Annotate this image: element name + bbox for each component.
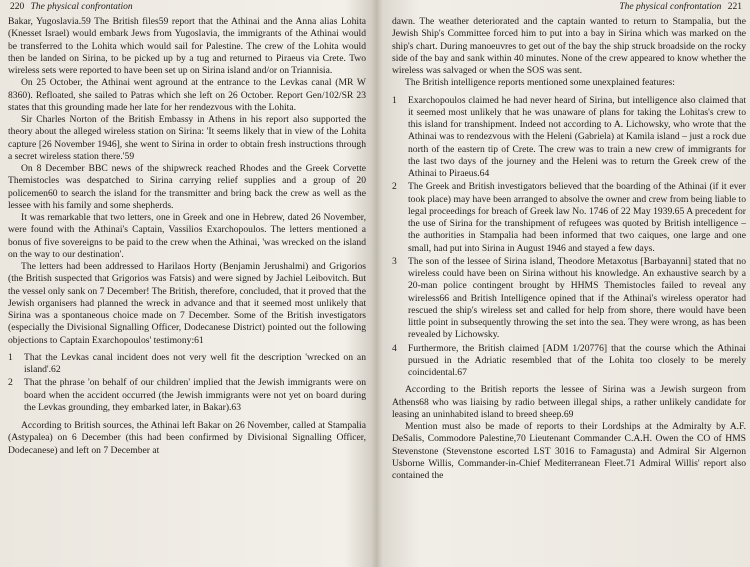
left-page bbox=[0, 0, 372, 567]
right-running-title: The physical confrontation bbox=[619, 2, 722, 12]
features-list bbox=[392, 95, 746, 380]
right-text-column bbox=[392, 16, 746, 482]
right-page-number: 221 bbox=[727, 2, 742, 12]
list-item bbox=[392, 256, 746, 342]
list-number: 3 bbox=[392, 255, 397, 267]
objections-list bbox=[8, 352, 366, 414]
list-text: That the Levkas canal incident does not very well fit the description 'wrecked on an island'.62 bbox=[24, 351, 366, 375]
list-text: Furthermore, the British claimed [ADM 1/20776] that the course which the Athinai pursued in the Adriatic resembled that of the Lohita too closely to be merely coincidental.67 bbox=[408, 342, 746, 378]
paragraph: The letters had been addressed to Harilaos Horty (Benjamin Jerushalmi) and Grigorios (the British suspected that Grigorios was Fatsis) and were signed by Jachiel Leibovitch. But the vessel only sank on 7 December! The British, therefore, concluded, that it proved that the Jewish organisers had planned the wreck in advance and that it seemed most unlikely that Sirina was a spontaneous choice made on 7 December. Some of the British investigators (especially the Divisional Signalling Officer, Dodecanese District) pointed out the following objections to Captain Exarchopoulos' testimony:61 bbox=[8, 261, 366, 346]
list-number: 2 bbox=[8, 377, 13, 389]
list-text: That the phrase 'on behalf of our children' implied that the Jewish immigrants were on board when the accident occurred (the Jewish immigrants were not yet on board during the Levkas grounding, they embarked later, in Bakar).63 bbox=[24, 377, 366, 413]
list-item bbox=[392, 181, 746, 255]
list-number: 1 bbox=[392, 94, 397, 106]
list-text: Exarchopoulos claimed he had never heard of Sirina, but intelligence also claimed that it seemed most unlikely that he was unaware of plans for taking the Lohitas's crew to this island for transhipment. Indeed not according to A. Lichowsky, who wrote that the Athinai was to rendezvous with the Heleni (Gabriela) at Kamila island – just a rock due north of the eastern tip of Crete. The crew was to train a new crew of immigrants for the last two days of the journey and the Heleni was to return the Greek crew of the Athinai to Piraeus.64 bbox=[408, 94, 746, 179]
paragraph: Mention must also be made of reports to their Lordships at the Admiralty by A.F. DeSalis, Commodore Palestine,70 Lieutenant Commander C.A.H. Owen the CO of HMS Stevenstone (Stevenstone escorted LST 3016 to Famagusta) and Admiral Sir Algernon Usborne Willis, Commander-in-Chief Mediterranean Fleet.71 Admiral Willis' report also contained the bbox=[392, 421, 746, 481]
paragraph: According to the British reports the lessee of Sirina was a Jewish surgeon from Athens68 who was liaising by radio between illegal ships, a rather unlikely candidate for leasing an uninhabited island to breed sheep.69 bbox=[392, 384, 746, 420]
paragraph: It was remarkable that two letters, one in Greek and one in Hebrew, dated 26 November, were found with the Athinai's Captain, Vassilios Exarchopoulos. The letters mentioned a bonus of five sovereigns to be paid to the crew when the Athinai, 'was wrecked on the island on the way to our destination'. bbox=[8, 212, 366, 260]
left-page-number: 220 bbox=[10, 2, 25, 12]
left-running-title: The physical confrontation bbox=[30, 2, 133, 12]
list-item bbox=[392, 95, 746, 181]
right-running-head bbox=[619, 2, 746, 12]
list-item bbox=[8, 352, 366, 377]
left-running-head bbox=[6, 2, 133, 12]
list-text: The son of the lessee of Sirina island, Theodore Metaxotus [Barbayanni] stated that no wireless could have been on Sirina without his knowledge. An exhaustive search by a 20-man police contingent brought by HHMS Themistocles failed to reveal any wireless66 and British Intelligence opined that if the Athinai's wireless operator had rescued the ship's wireless set and called for help from shore, there would have been little point in subsequently throwing the set into the sea. They were wrong, as has been revealed by Lichowsky. bbox=[408, 255, 746, 341]
paragraph: According to British sources, the Athinai left Bakar on 26 November, called at Stampalia (Astypalea) on 6 December (this had been confirmed by Divisional Signalling Officer, Dodecanese) and left on 7 December at bbox=[8, 420, 366, 456]
right-page bbox=[378, 0, 750, 567]
list-number: 4 bbox=[392, 342, 397, 354]
list-item bbox=[392, 343, 746, 380]
list-number: 1 bbox=[8, 351, 13, 363]
paragraph: dawn. The weather deteriorated and the captain wanted to return to Stampalia, but the Jewish Ship's Committee forced him to put into a bay in Sirina which was marked on the ship's chart. During manoeuvres to get out of the bay the ship struck broadside on the rocky side of the bay and sank within 40 minutes. None of the crew appeared to know whether the wireless was salvaged or when the SOS was sent. bbox=[392, 16, 746, 76]
paragraph: On 25 October, the Athinai went aground at the entrance to the Levkas canal (MR W 8360). Refloated, she sailed to Patras which she left on 26 October. Report Gen/102/SR 23 states that this grounding made her late for her rendezvous with the Lohita. bbox=[8, 77, 366, 113]
left-text-column bbox=[8, 16, 366, 457]
list-text: The Greek and British investigators believed that the boarding of the Athinai (if it ever took place) may have been arranged to absolve the owner and crew from being liable to legal proceedings for breach of Greek law No. 1746 of 22 May 1939.65 A precedent for the use of Sirina for the transhipment of refugees was quoted by British intelligence – the authorities in Stampalia had been informed that two caiques, one large and one small, had put into Sirina in August 1946 and stayed a few days. bbox=[408, 181, 746, 254]
paragraph: Sir Charles Norton of the British Embassy in Athens in his report also supported the theory about the alleged wireless station on Sirina: 'It seems likely that in view of the Lohita capture [26 November 1946], she went to Sirina in order to obtain fresh instructions through a secret wireless station there.'59 bbox=[8, 114, 366, 162]
paragraph: Bakar, Yugoslavia.59 The British files59 report that the Athinai and the Anna alias Lohita (Knesset Israel) would embark Jews from Yugoslavia, the immigrants of the Athinai would be transferred to the Lohita which would sail for Palestine. The crew of the Lohita would then be landed on Sirina, to be picked up by a tug and returned to Piraeus via Crete. Two wireless sets were reported to have been set up on Sirina island and/or on Triannisia. bbox=[8, 16, 366, 76]
paragraph: On 8 December BBC news of the shipwreck reached Rhodes and the Greek Corvette Themistocles was despatched to Sirina carrying relief supplies and a group of 20 policemen60 to search the island for the transmitter and bring back the crew as well as the lessee with his family and some shepherds. bbox=[8, 163, 366, 211]
list-number: 2 bbox=[392, 181, 397, 193]
paragraph: The British intelligence reports mentioned some unexplained features: bbox=[405, 77, 675, 89]
list-item bbox=[8, 377, 366, 414]
